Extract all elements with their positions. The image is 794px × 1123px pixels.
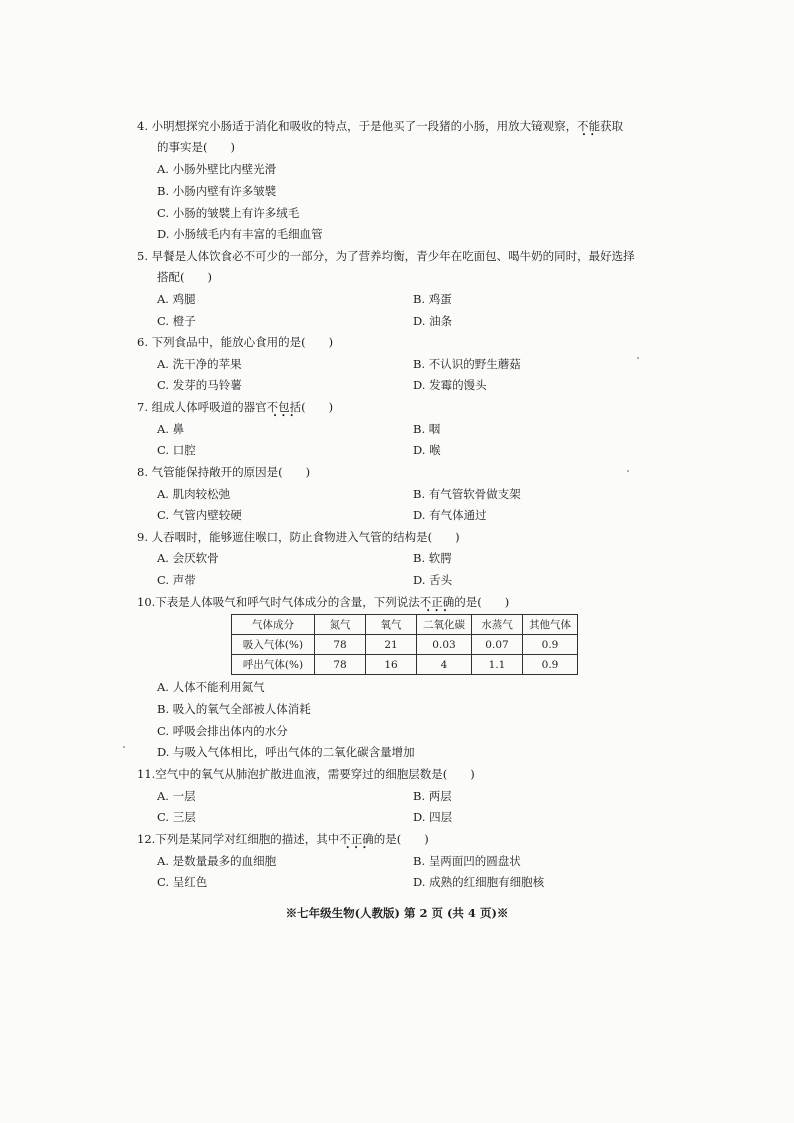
q4-option-c: C. 小肠的皱襞上有许多绒毛 <box>157 206 300 220</box>
q12-option-a: A. 是数量最多的血细胞 <box>157 854 277 868</box>
q8-option-a: A. 肌肉较松弛 <box>157 487 231 501</box>
table-cell: 1.1 <box>472 655 523 675</box>
table-header-cell: 氧气 <box>366 615 417 635</box>
q10-option-c: C. 呼吸会排出体内的水分 <box>157 724 288 738</box>
q7-stem-text-end: ( ) <box>301 400 334 414</box>
q6-option-b: B. 不认识的野生蘑菇 <box>413 357 521 371</box>
q6-option-a: A. 洗干净的苹果 <box>157 357 242 371</box>
q8-option-c: C. 气管内壁较硬 <box>157 508 242 522</box>
q7-option-a: A. 鼻 <box>157 422 185 436</box>
question-7-stem <box>137 399 333 415</box>
q11-option-d: D. 四层 <box>413 810 453 824</box>
q10-stem-text-end: 的是( ) <box>454 595 510 609</box>
q7-option-b: B. 咽 <box>413 422 441 436</box>
question-12-stem <box>137 831 429 847</box>
scan-speck <box>637 357 639 359</box>
q8-option-b: B. 有气管软骨做支架 <box>413 487 521 501</box>
q7-emphasis: 不包括 • • <box>267 399 302 415</box>
table-header-cell: 氮气 <box>315 615 366 635</box>
q4-option-d: D. 小肠绒毛内有丰富的毛细血管 <box>157 227 323 241</box>
q6-option-d: D. 发霉的馒头 <box>413 378 487 392</box>
q11-option-b: B. 两层 <box>413 789 452 803</box>
scan-speck <box>627 470 629 472</box>
question-4-stem <box>137 118 623 134</box>
table-header-cell: 二氧化碳 <box>417 615 472 635</box>
q5-option-d: D. 油条 <box>413 314 453 328</box>
q5-option-a: A. 鸡腿 <box>157 292 196 306</box>
q4-stem-line2: 的事实是( ) <box>157 140 235 154</box>
q12-option-d: D. 成熟的红细胞有细胞核 <box>413 875 545 889</box>
table-cell: 21 <box>366 635 417 655</box>
q9-option-b: B. 软腭 <box>413 551 452 565</box>
q9-option-c: C. 声带 <box>157 573 196 587</box>
q4-stem-text: 4. 小明想探究小肠适于消化和吸收的特点，于是他买了一段猪的小肠，用放大镜观察， <box>137 119 578 133</box>
q4-stem-text-end: 获取 <box>600 119 624 133</box>
q12-stem-text: 12.下列是某同学对红细胞的描述，其中 <box>137 832 340 846</box>
q5-option-c: C. 橙子 <box>157 314 196 328</box>
q12-option-c: C. 呈红色 <box>157 875 208 889</box>
page-footer: ※七年级生物(人教版) 第 2 页 (共 4 页)※ <box>285 906 509 920</box>
table-cell: 呼出气体(%) <box>232 655 315 675</box>
q10-option-a: A. 人体不能利用氮气 <box>157 680 265 694</box>
table-row <box>232 635 578 655</box>
q9-option-d: D. 舌头 <box>413 573 453 587</box>
q11-option-c: C. 三层 <box>157 810 196 824</box>
table-cell: 0.9 <box>523 635 578 655</box>
q10-option-b: B. 吸入的氧气全部被人体消耗 <box>157 702 311 716</box>
q4-option-b: B. 小肠内壁有许多皱襞 <box>157 184 277 198</box>
q12-stem-text-end: 的是( ) <box>373 832 429 846</box>
table-header-row <box>232 615 578 635</box>
q5-stem-line2: 搭配( ) <box>157 270 212 284</box>
gas-composition-table <box>231 614 578 675</box>
q7-option-c: C. 口腔 <box>157 443 196 457</box>
table-cell: 4 <box>417 655 472 675</box>
q10-emphasis: 不正确 • • <box>420 594 455 610</box>
table-header-cell: 水蒸气 <box>472 615 523 635</box>
question-8-stem: 8. 气管能保持敞开的原因是( ) <box>137 465 311 479</box>
question-10-stem <box>137 594 509 610</box>
question-11-stem: 11.空气中的氧气从肺泡扩散进血液，需要穿过的细胞层数是( ) <box>137 767 475 781</box>
table-cell: 0.07 <box>472 635 523 655</box>
q12-emphasis: 不正确 • • <box>339 831 374 847</box>
question-9-stem: 9. 人吞咽时，能够遮住喉口，防止食物进入气管的结构是( ) <box>137 530 460 544</box>
q12-option-b: B. 呈两面凹的圆盘状 <box>413 854 521 868</box>
question-5-stem: 5. 早餐是人体饮食必不可少的一部分，为了营养均衡，青少年在吃面包、喝牛奶的同时，最好选择 <box>137 249 635 263</box>
question-6-stem: 6. 下列食品中，能放心食用的是( ) <box>137 335 334 349</box>
q9-option-a: A. 会厌软骨 <box>157 551 219 565</box>
q4-emphasis: 不能 • • <box>577 118 600 134</box>
q10-option-d: D. 与吸入气体相比，呼出气体的二氧化碳含量增加 <box>157 745 415 759</box>
q10-stem-text: 10.下表是人体吸气和呼气时气体成分的含量，下列说法 <box>137 595 420 609</box>
q11-option-a: A. 一层 <box>157 789 196 803</box>
table-header-cell: 其他气体 <box>523 615 578 635</box>
table-cell: 0.9 <box>523 655 578 675</box>
q7-option-d: D. 喉 <box>413 443 441 457</box>
table-header-cell: 气体成分 <box>232 615 315 635</box>
table-cell: 16 <box>366 655 417 675</box>
q5-option-b: B. 鸡蛋 <box>413 292 452 306</box>
table-cell: 78 <box>315 655 366 675</box>
q6-option-c: C. 发芽的马铃薯 <box>157 378 242 392</box>
q4-option-a: A. 小肠外壁比内壁光滑 <box>157 162 277 176</box>
q8-option-d: D. 有气体通过 <box>413 508 487 522</box>
table-cell: 吸入气体(%) <box>232 635 315 655</box>
q7-stem-text: 7. 组成人体呼吸道的器官 <box>137 400 267 414</box>
scan-speck <box>123 746 125 748</box>
table-row <box>232 655 578 675</box>
table-cell: 0.03 <box>417 635 472 655</box>
table-cell: 78 <box>315 635 366 655</box>
